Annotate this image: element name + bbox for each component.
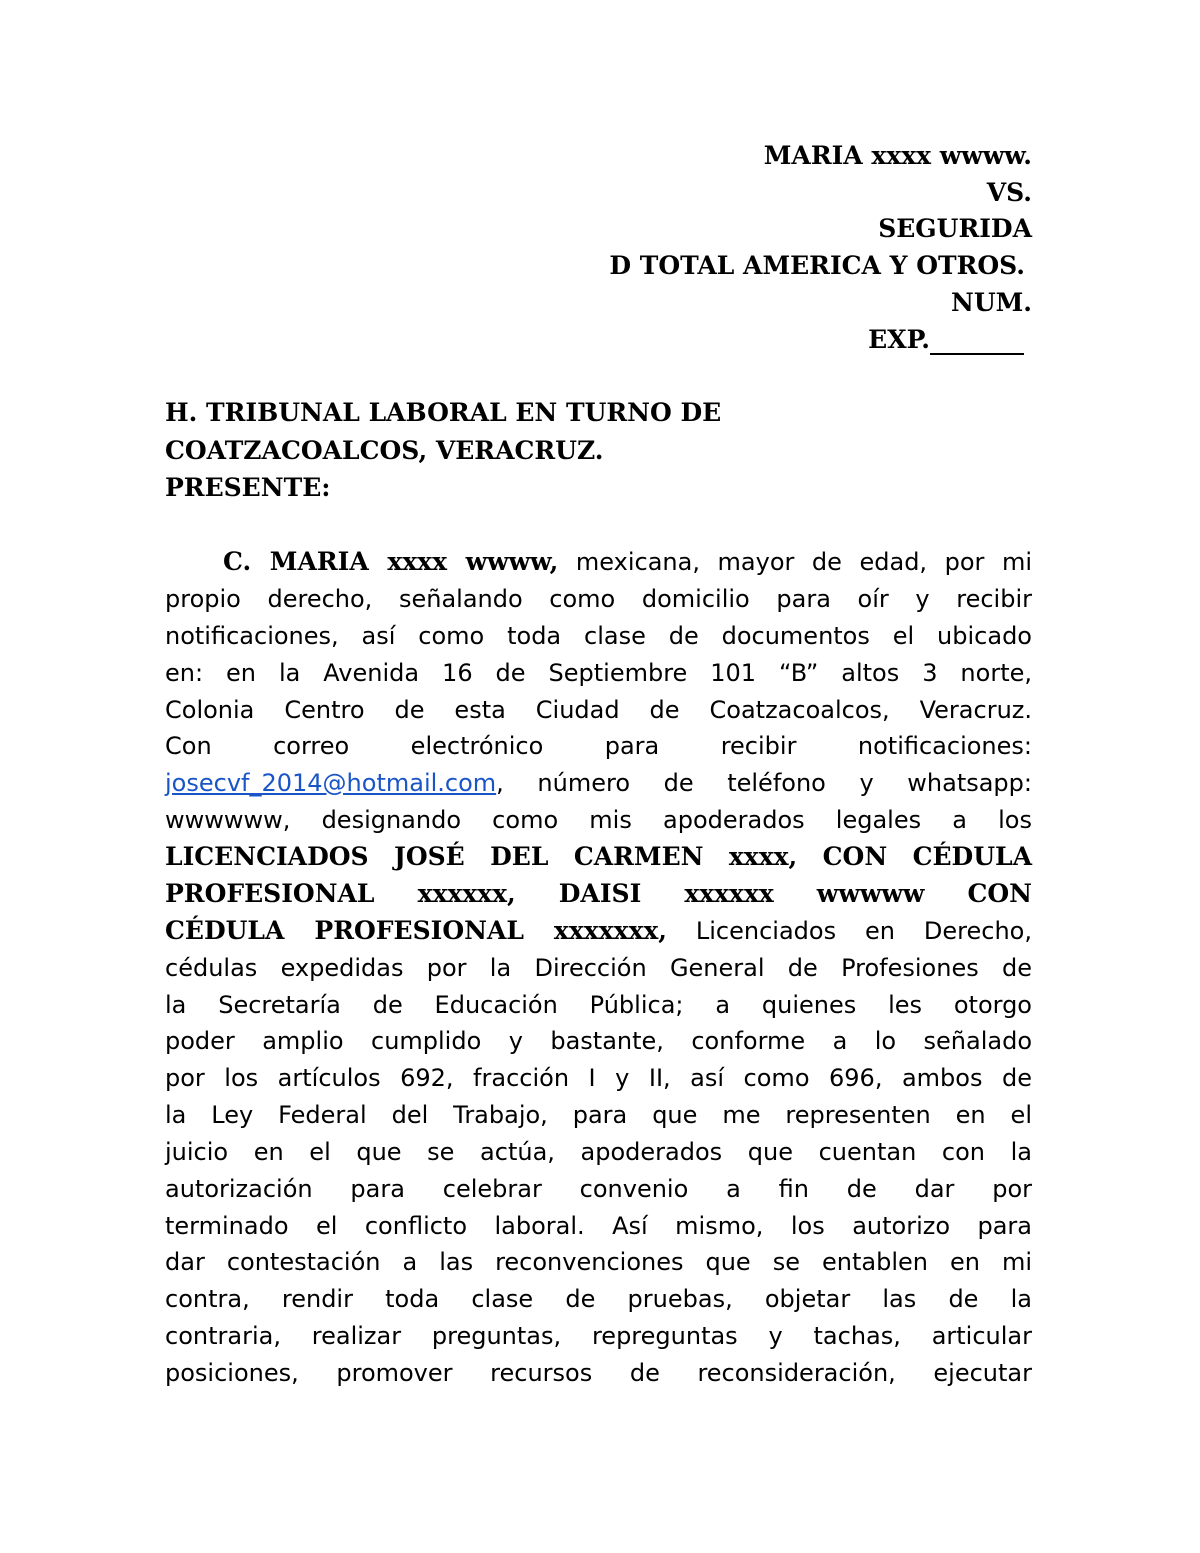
body-line: la Ley Federal del Trabajo, para que me representen en el (165, 1101, 1032, 1129)
body-line: PROFESIONAL xxxxxx, DAISI xxxxxx wwwww CON (165, 879, 1032, 908)
body-line: contraria, realizar preguntas, repreguntas y tachas, articular (165, 1322, 1032, 1350)
body-line: contra, rendir toda clase de pruebas, objetar las de la (165, 1285, 1032, 1313)
body-line: juicio en el que se actúa, apoderados que cuentan con la (165, 1138, 1032, 1166)
body-line: CÉDULA PROFESIONAL xxxxxxx, Licenciados en Derecho, (165, 916, 1032, 945)
header-defendant-part2: D TOTAL AMERICA Y OTROS. (609, 251, 1025, 280)
body-line: en: en la Avenida 16 de Septiembre 101 “B” altos 3 norte, (165, 659, 1032, 687)
body-line: dar contestación a las reconvenciones que se entablen en mi (165, 1248, 1032, 1276)
header-exp-label: EXP. (868, 325, 930, 354)
body-line: terminado el conflicto laboral. Así mismo, los autorizo para (165, 1212, 1032, 1240)
body-line: autorización para celebrar convenio a fin de dar por (165, 1175, 1032, 1203)
body-line: LICENCIADOS JOSÉ DEL CARMEN xxxx, CON CÉDULA (165, 842, 1032, 871)
email-link[interactable]: josecvf_2014@hotmail.com (165, 769, 497, 797)
court-presente: PRESENTE: (165, 473, 331, 502)
body-line: poder amplio cumplido y bastante, conforme a lo señalado (165, 1027, 1032, 1055)
body-line: josecvf_2014@hotmail.com, número de teléfono y whatsapp: (165, 769, 1032, 797)
header-versus: VS. (986, 178, 1032, 207)
body-line: notificaciones, así como toda clase de documentos el ubicado (165, 622, 1032, 650)
body-line: propio derecho, señalando como domicilio para oír y recibir (165, 585, 1032, 613)
header-exp-blank (930, 327, 1024, 355)
header-defendant-part1: SEGURIDA (878, 214, 1032, 243)
body-line: Colonia Centro de esta Ciudad de Coatzacoalcos, Veracruz. (165, 696, 1032, 724)
body-plaintiff-name: C. MARIA xxxx wwww, (223, 547, 559, 576)
body-line: C. MARIA xxxx wwww, mexicana, mayor de edad, por mi (223, 547, 1032, 576)
body-line: cédulas expedidas por la Dirección General de Profesiones de (165, 954, 1032, 982)
body-line: Con correo electrónico para recibir notificaciones: (165, 732, 1032, 760)
body-line: por los artículos 692, fracción I y II, así como 696, ambos de (165, 1064, 1032, 1092)
body-line: posiciones, promover recursos de reconsideración, ejecutar (165, 1359, 1032, 1387)
court-name: H. TRIBUNAL LABORAL EN TURNO DE (165, 398, 722, 427)
body-line: wwwwww, designando como mis apoderados legales a los (165, 806, 1032, 834)
court-location: COATZACOALCOS, VERACRUZ. (165, 436, 604, 465)
body-line: la Secretaría de Educación Pública; a quienes les otorgo (165, 991, 1032, 1019)
header-plaintiff: MARIA xxxx wwww. (763, 141, 1032, 170)
header-num: NUM. (950, 288, 1032, 317)
header-exp (868, 325, 1024, 355)
